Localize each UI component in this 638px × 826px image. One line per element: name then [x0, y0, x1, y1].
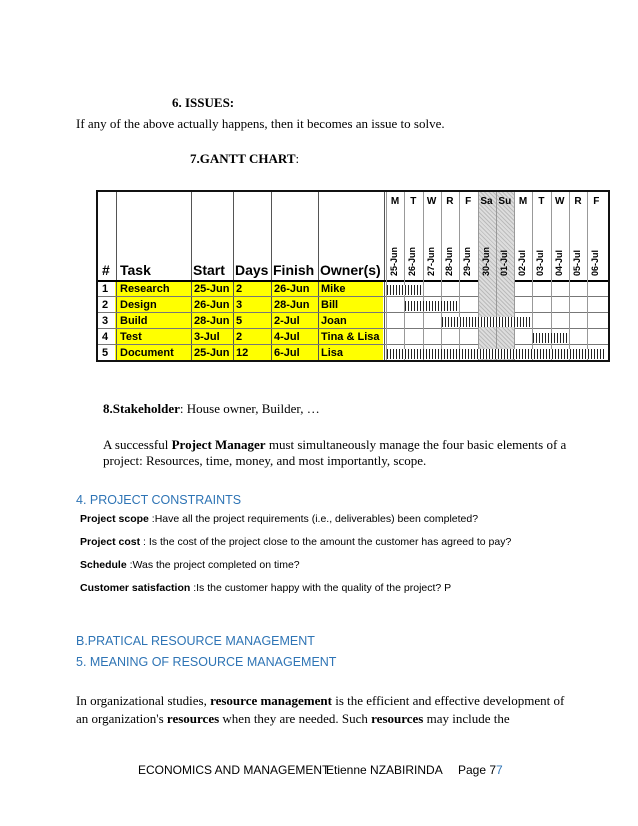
row-finish: 28-Jun — [274, 299, 310, 311]
row-owner: Mike — [321, 283, 346, 295]
gantt-header-owners: Owner(s) — [320, 262, 381, 278]
day-divider — [441, 192, 442, 360]
day-divider — [514, 192, 515, 360]
stakeholder-label: 8.Stakeholder — [103, 401, 180, 416]
row-owner: Lisa — [321, 347, 344, 359]
resource-text-3: when they are needed. Such — [219, 711, 372, 726]
row-days: 2 — [236, 331, 243, 343]
day-divider — [496, 192, 497, 360]
day-letter: F — [465, 196, 472, 207]
gantt-heading-colon: : — [295, 151, 300, 166]
row-finish: 6-Jul — [274, 347, 300, 359]
date-label: 04-Jul — [553, 249, 564, 276]
stakeholder-line — [103, 401, 320, 417]
pm-paragraph — [103, 437, 573, 469]
constraint-label: Customer satisfaction — [80, 582, 191, 594]
row-start: 25-Jun — [194, 283, 230, 295]
constraint-text: :Was the project completed on time? — [126, 559, 300, 571]
date-label: 27-Jun — [425, 246, 436, 276]
day-letter: Sa — [480, 196, 493, 207]
row-num: 3 — [102, 315, 109, 327]
resource-text-2: is the efficient and effective development of an organization's — [76, 693, 565, 726]
day-letter: W — [554, 196, 565, 207]
resource-bold-1: resource management — [210, 693, 332, 708]
row-start: 26-Jun — [194, 299, 230, 311]
day-letter: R — [446, 196, 454, 207]
pm-bold: Project Manager — [171, 437, 266, 452]
constraint-label: Project cost — [80, 536, 141, 548]
day-divider — [404, 192, 405, 360]
constraint-text: :Have all the project requirements (i.e., deliverables) been completed? — [148, 513, 479, 525]
date-label: 03-Jul — [535, 249, 546, 276]
row-start: 3-Jul — [194, 331, 220, 343]
day-letter: T — [538, 196, 545, 207]
day-divider — [423, 192, 424, 360]
gantt-header-finish: Finish — [273, 262, 315, 278]
gantt-header-task: Task — [120, 262, 151, 278]
gantt-header-num: # — [102, 262, 110, 278]
task-bar — [387, 285, 422, 295]
row-task: Test — [120, 331, 142, 343]
row-finish: 2-Jul — [274, 315, 300, 327]
row-num: 4 — [102, 331, 109, 343]
date-label: 26-Jun — [407, 246, 418, 276]
row-finish: 4-Jul — [274, 331, 300, 343]
row-start: 25-Jun — [194, 347, 230, 359]
day-letter: R — [574, 196, 582, 207]
stakeholder-text: : House owner, Builder, … — [179, 401, 320, 416]
day-divider — [569, 192, 570, 360]
row-task: Design — [120, 299, 157, 311]
footer-page-label: Page 7 — [458, 763, 497, 777]
day-letter: M — [518, 196, 528, 207]
resource-paragraph — [76, 692, 576, 728]
day-letter: W — [426, 196, 437, 207]
date-label: 25-Jun — [389, 246, 399, 276]
constraint-text: :Is the customer happy with the quality of the project? P — [190, 582, 452, 594]
row-owner: Tina & Lisa — [321, 331, 380, 343]
task-bar — [405, 301, 458, 311]
date-label: 05-Jul — [572, 249, 582, 276]
task-bar — [533, 333, 568, 343]
row-days: 5 — [236, 315, 243, 327]
footer-page — [458, 763, 503, 777]
date-label: 29-Jun — [462, 246, 473, 276]
day-letter: F — [593, 196, 600, 207]
day-divider — [386, 192, 387, 360]
constraint-label: Project scope — [80, 513, 149, 525]
footer-course: ECONOMICS AND MANAGEMENT — [138, 763, 330, 777]
row-task: Build — [120, 315, 148, 327]
date-label: 06-Jul — [590, 249, 601, 276]
constraints-heading: 4. PROJECT CONSTRAINTS — [76, 493, 242, 507]
weekend-shading — [478, 192, 496, 360]
row-task: Research — [120, 283, 170, 295]
date-label: 02-Jul — [517, 249, 528, 276]
date-label: 28-Jun — [443, 246, 454, 276]
row-num: 5 — [102, 347, 109, 359]
row-num: 1 — [102, 283, 109, 295]
resource-bold-3: resources — [371, 711, 424, 726]
row-task: Document — [120, 347, 174, 359]
day-divider — [478, 192, 479, 360]
pm-text-2: must simultaneously manage the four basic elements of a project: Resources, time, money, and most importantly, scope. — [103, 437, 567, 468]
constraint-item — [80, 582, 451, 594]
resource-bold-2: resources — [166, 711, 220, 726]
day-letter: Su — [498, 196, 512, 207]
constraint-item — [80, 536, 511, 548]
constraint-text: : Is the cost of the project close to the amount the customer has agreed to pay? — [140, 536, 512, 548]
row-num: 2 — [102, 299, 109, 311]
constraint-label: Schedule — [80, 559, 127, 571]
day-letter: T — [410, 196, 417, 207]
constraint-item — [80, 559, 300, 571]
gantt-chart — [96, 190, 610, 362]
resource-heading-b: B.PRATICAL RESOURCE MANAGEMENT — [76, 634, 315, 648]
task-bar — [442, 317, 532, 327]
resource-heading-5: 5. MEANING OF RESOURCE MANAGEMENT — [76, 655, 337, 669]
row-owner: Joan — [321, 315, 347, 327]
task-bar — [387, 349, 605, 359]
weekend-shading — [496, 192, 514, 360]
row-finish: 26-Jun — [274, 283, 310, 295]
day-divider — [459, 192, 460, 360]
gantt-header-days: Days — [235, 262, 269, 278]
footer-page-number: 7 — [496, 763, 503, 777]
resource-text-4: may include the — [423, 711, 510, 726]
gantt-header-start: Start — [193, 262, 225, 278]
gantt-timeline — [386, 192, 608, 360]
issues-heading: 6. ISSUES: — [172, 95, 235, 110]
row-days: 3 — [236, 299, 243, 311]
resource-text-1: In organizational studies, — [76, 693, 211, 708]
date-label: 01-Jul — [498, 249, 509, 276]
date-label: 30-Jun — [480, 246, 491, 276]
pm-text-1: A successful — [103, 437, 172, 452]
footer-author: Etienne NZABIRINDA — [326, 763, 443, 777]
issues-text: If any of the above actually happens, then it becomes an issue to solve. — [76, 116, 445, 131]
row-days: 12 — [236, 347, 249, 359]
day-letter: M — [390, 196, 400, 207]
gantt-heading-label: 7.GANTT CHART — [190, 151, 296, 166]
row-start: 28-Jun — [194, 315, 230, 327]
day-divider — [587, 192, 588, 360]
constraint-item — [80, 513, 478, 525]
row-days: 2 — [236, 283, 243, 295]
gantt-heading — [190, 151, 299, 167]
row-owner: Bill — [321, 299, 339, 311]
